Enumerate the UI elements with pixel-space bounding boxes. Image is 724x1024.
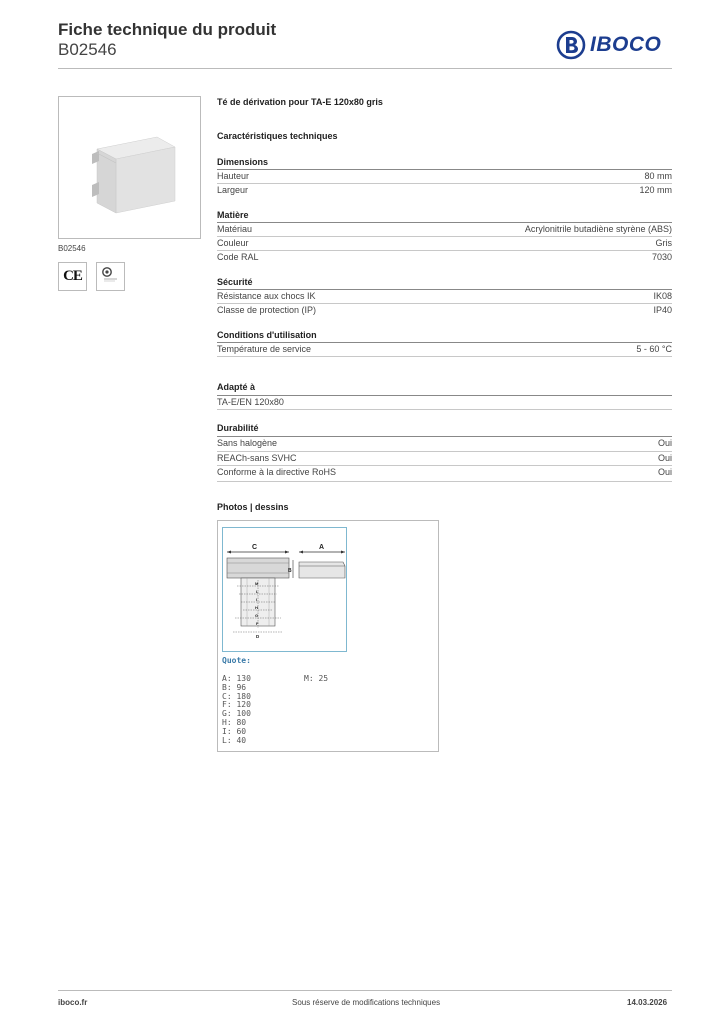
spec-row [217, 289, 672, 303]
photos-title: Photos | dessins [217, 502, 289, 512]
spec-value: Oui [657, 453, 672, 463]
section-title-dimensions: Dimensions [217, 157, 269, 167]
brand-name: IBOCO [590, 33, 662, 56]
quote-item: H: 80 [222, 717, 247, 727]
spec-value: 7030 [651, 252, 672, 262]
section-title-matiere: Matière [217, 210, 249, 220]
spec-row [217, 436, 672, 450]
spec-row [217, 169, 672, 183]
spec-label: Classe de protection (IP) [217, 305, 317, 315]
header-divider [58, 68, 672, 69]
spec-label: Conforme à la directive RoHS [217, 467, 337, 477]
spec-row [217, 222, 672, 236]
cert-seal [96, 262, 125, 291]
svg-text:F: F [256, 621, 259, 626]
section-title-securite: Sécurité [217, 277, 253, 287]
footer-divider [58, 990, 672, 991]
spec-value: IK08 [653, 291, 672, 301]
drawing-label-a: A [319, 544, 325, 551]
cable-duct-tee-icon [59, 97, 200, 238]
spec-row [217, 465, 672, 479]
quote-list-1 [222, 675, 251, 745]
section-title-conditions: Conditions d'utilisation [217, 330, 317, 340]
cert-ce [58, 262, 87, 291]
spec-value: 120 mm [639, 185, 672, 195]
certification-seal-icon [97, 263, 124, 290]
spec-value: IP40 [653, 305, 672, 315]
spec-value: Acrylonitrile butadiène styrène (ABS) [524, 224, 672, 234]
drawing-label-c: C [252, 544, 258, 551]
ce-mark-icon: CE [63, 268, 82, 284]
spec-value: Gris [655, 238, 672, 248]
spec-value: 5 - 60 °C [636, 344, 672, 354]
brand-logo [556, 30, 661, 60]
section-title-adapte: Adapté à [217, 382, 256, 392]
quote-item: G: 100 [222, 709, 251, 719]
quote-item: B: 96 [222, 682, 247, 692]
technical-drawing [222, 527, 347, 652]
quote-item: M: 25 [304, 674, 329, 683]
footer-site[interactable]: iboco.fr [58, 998, 88, 1007]
spec-label: Code RAL [217, 252, 259, 262]
spec-value: Oui [657, 438, 672, 448]
spec-label: Matériau [217, 224, 253, 234]
product-name: Té de dérivation pour TA-E 120x80 gris [217, 97, 383, 107]
product-image [58, 96, 201, 239]
section-title-durabilite: Durabilité [217, 423, 259, 433]
quote-item: I: 60 [222, 726, 247, 736]
spec-label: Température de service [217, 344, 312, 354]
spec-row [217, 395, 672, 409]
svg-text:L: L [256, 589, 259, 594]
spec-label: REACh-sans SVHC [217, 453, 297, 463]
spec-label: Couleur [217, 238, 249, 248]
svg-text:M: M [255, 581, 259, 586]
section-end-divider [217, 481, 672, 482]
drawing-label-b: B [288, 568, 292, 574]
section-end-divider [217, 409, 672, 410]
svg-text:H: H [255, 605, 258, 610]
footer-date: 14.03.2026 [627, 998, 668, 1007]
spec-row [217, 451, 672, 465]
spec-value: Oui [657, 467, 672, 477]
specs-title: Caractéristiques techniques [217, 131, 338, 141]
spec-label: Sans halogène [217, 438, 278, 448]
spec-row [217, 250, 672, 264]
spec-row [217, 342, 672, 356]
product-code-label: B02546 [58, 244, 86, 253]
footer-note: Sous réserve de modifications techniques [292, 998, 441, 1007]
page-title: Fiche technique du produit [58, 20, 277, 39]
svg-text:I: I [256, 597, 258, 602]
spec-label: Hauteur [217, 171, 250, 181]
quote-item: C: 180 [222, 691, 251, 701]
spec-row [217, 183, 672, 197]
iboco-logo-icon [556, 30, 586, 60]
quote-list-2 [304, 675, 328, 684]
section-end-divider [217, 356, 672, 357]
spec-label: Résistance aux chocs IK [217, 291, 316, 301]
drawing-label-d: D [256, 634, 260, 639]
quote-item: F: 120 [222, 700, 251, 710]
spec-label: Largeur [217, 185, 249, 195]
product-code-heading: B02546 [58, 40, 117, 59]
svg-text:G: G [255, 613, 259, 618]
quote-item: L: 40 [222, 735, 247, 745]
spec-row [217, 303, 672, 317]
quote-item: A: 130 [222, 674, 251, 683]
quote-title: Quote: [222, 656, 251, 665]
spec-value: 80 mm [644, 171, 672, 181]
technical-drawing-icon [223, 528, 346, 651]
spec-label: TA-E/EN 120x80 [217, 397, 284, 407]
spec-row [217, 236, 672, 250]
